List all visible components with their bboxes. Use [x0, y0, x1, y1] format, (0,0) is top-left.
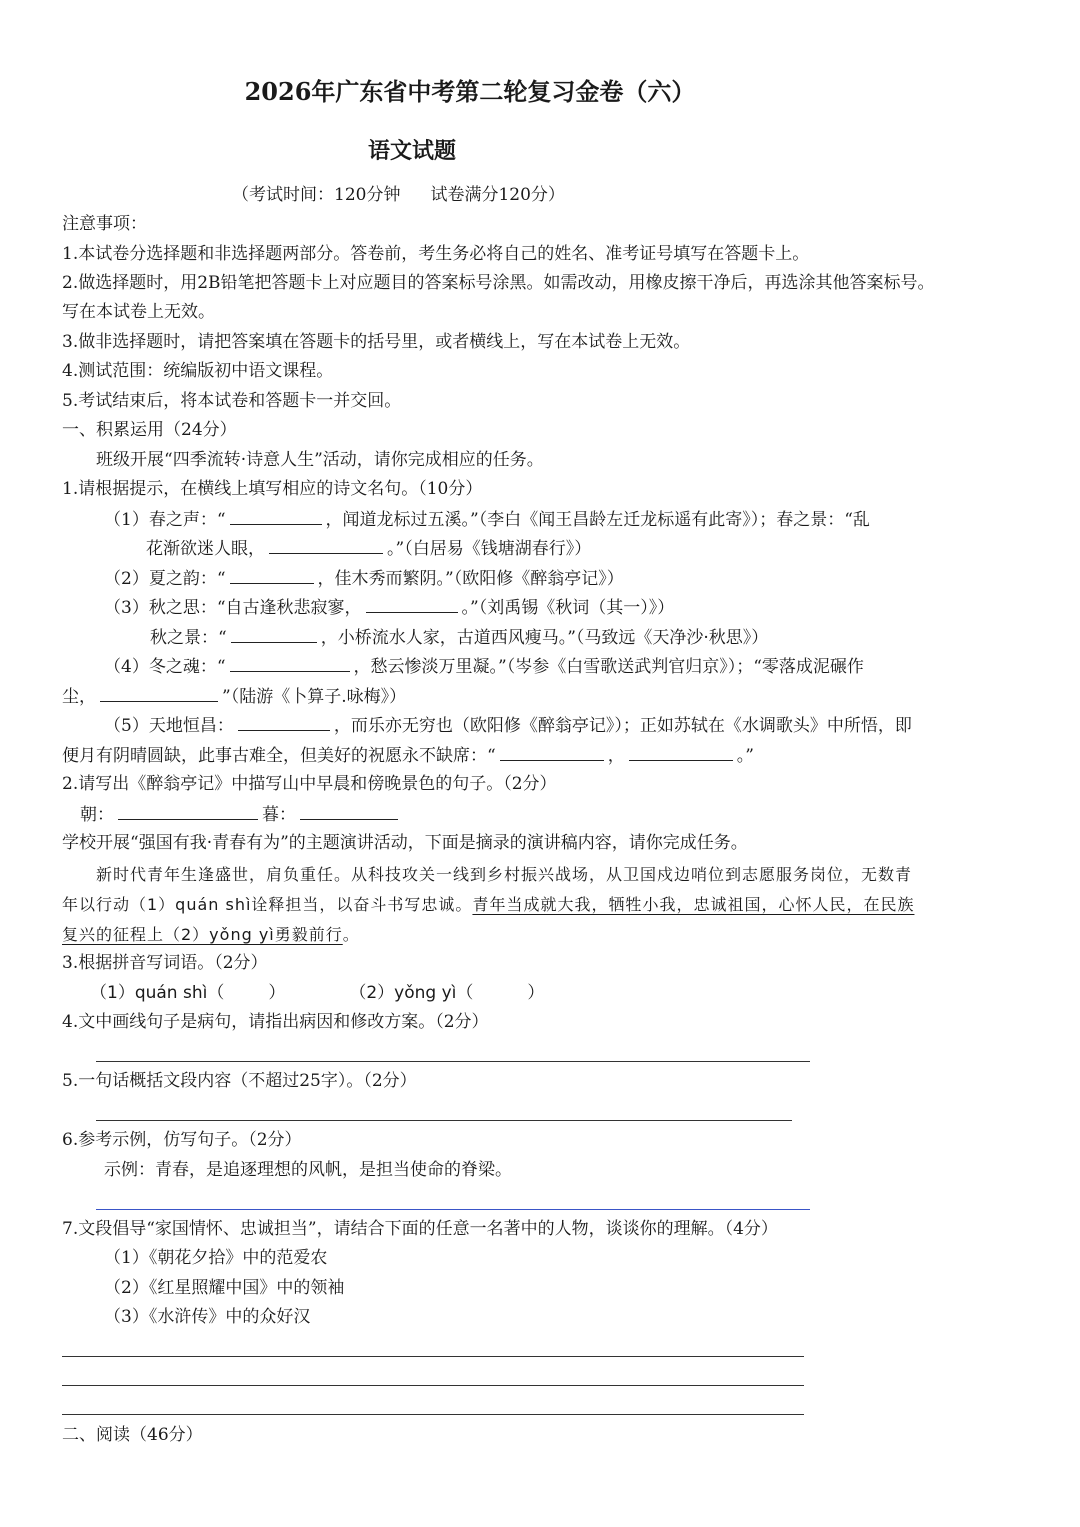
- underlined-sentence: 复兴的征程上（2）yǒng yì勇毅前行: [62, 925, 343, 944]
- full-score: 试卷满分120分）: [430, 185, 565, 205]
- section-1-heading: 一、积累运用（24分）: [62, 420, 237, 440]
- notice-item-4: 4.测试范围：统编版初中语文课程。: [62, 361, 334, 381]
- q1-part-4: （4）冬之魂：“ ，愁云惨淡万里凝。”（岑参《白雪歌送武判官归京》）；“零落成泥碾作: [104, 652, 864, 682]
- exam-info: [232, 181, 565, 210]
- question-5-stem: 5.一句话概括文段内容（不超过25字）。（2分）: [62, 1071, 417, 1091]
- q1-part-4-cont: 尘， ”（陆游《卜算子.咏梅》）: [62, 682, 406, 712]
- answer-line[interactable]: [62, 1356, 804, 1357]
- answer-blank[interactable]: [118, 800, 258, 820]
- notice-item-2-cont: 写在本试卷上无效。: [62, 302, 215, 322]
- q6-example: 示例：青春，是追逐理想的风帆，是担当使命的脊梁。: [104, 1160, 512, 1180]
- answer-line[interactable]: [62, 1414, 804, 1415]
- q1-part-1: （1）春之声：“ ，闻道龙标过五溪。”（李白《闻王昌龄左迁龙标遥有此寄》）；春之景：“乱: [104, 505, 870, 535]
- notice-heading: 注意事项：: [62, 214, 147, 234]
- answer-blank[interactable]: [500, 741, 604, 761]
- exam-time: （考试时间：120分钟: [232, 185, 401, 205]
- answer-blank[interactable]: [629, 741, 733, 761]
- passage-line-1: 新时代青年生逢盛世，肩负重任。从科技攻关一线到乡村振兴战场，从卫国戍边哨位到志愿服务岗位，无数青: [96, 865, 913, 884]
- notice-item-3: 3.做非选择题时，请把答案填在答题卡的括号里，或者横线上，写在本试卷上无效。: [62, 332, 691, 352]
- answer-line[interactable]: [62, 1385, 804, 1386]
- answer-blank[interactable]: [230, 564, 314, 584]
- speech-intro: 学校开展“强国有我·青春有为”的主题演讲活动，下面是摘录的演讲稿内容，请你完成任务。: [62, 833, 748, 853]
- answer-blank[interactable]: [300, 800, 398, 820]
- notice-item-5: 5.考试结束后，将本试卷和答题卡一并交回。: [62, 391, 402, 411]
- exam-title: 2026年广东省中考第二轮复习金卷（六）: [244, 77, 696, 106]
- q1-part-3-cont: 秋之景：“ ，小桥流水人家，古道西风瘦马。”（马致远《天净沙·秋思》）: [150, 623, 768, 653]
- q7-option-1: （1）《朝花夕拾》中的范爱农: [104, 1248, 328, 1268]
- answer-blank[interactable]: [269, 534, 383, 554]
- q1-part-2: （2）夏之韵：“ ，佳木秀而繁阴。”（欧阳修《醉翁亭记》）: [104, 564, 624, 594]
- exam-subtitle: 语文试题: [368, 138, 457, 164]
- q1-part-3: （3）秋之思：“自古逢秋悲寂寥， 。”（刘禹锡《秋词（其一）》）: [104, 593, 674, 623]
- q1-part-1-cont: 花渐欲迷人眼， 。”（白居易《钱塘湖春行》）: [146, 534, 591, 564]
- answer-blank[interactable]: [230, 652, 350, 672]
- q2-answers: 朝： 暮：: [80, 800, 402, 830]
- question-1-stem: 1.请根据提示，在横线上填写相应的诗文名句。（10分）: [62, 479, 483, 499]
- answer-blank[interactable]: [230, 505, 322, 525]
- answer-blank[interactable]: [366, 593, 458, 613]
- question-7-stem: 7.文段倡导“家国情怀、忠诚担当”，请结合下面的任意一名著中的人物，谈谈你的理解。（4分）: [62, 1219, 778, 1239]
- answer-line[interactable]: [96, 1120, 792, 1121]
- q7-option-2: （2）《红星照耀中国》中的领袖: [104, 1278, 345, 1298]
- answer-blank[interactable]: [231, 623, 317, 643]
- section-2-heading: 二、阅读（46分）: [62, 1425, 203, 1445]
- question-2-stem: 2.请写出《醉翁亭记》中描写山中早晨和傍晚景色的句子。（2分）: [62, 774, 557, 794]
- question-4-stem: 4.文中画线句子是病句，请指出病因和修改方案。（2分）: [62, 1012, 489, 1032]
- activity-intro: 班级开展“四季流转·诗意人生”活动，请你完成相应的任务。: [96, 450, 544, 470]
- q3-answers: （1）quán shì（ ） （2）yǒng yì（ ）: [90, 983, 545, 1003]
- underlined-sentence: 青年当成就大我，牺牲小我，忠诚祖国，心怀人民，在民族: [472, 895, 915, 914]
- answer-blank[interactable]: [100, 682, 218, 702]
- notice-item-1: 1.本试卷分选择题和非选择题两部分。答卷前，考生务必将自己的姓名、准考证号填写在答题卡上。: [62, 244, 810, 264]
- passage-line-2: 年以行动（1）quán shì诠释担当，以奋斗书写忠诚。青年当成就大我，牺牲小我，忠诚祖国，心怀人民，在民族: [62, 895, 915, 914]
- q7-option-3: （3）《水浒传》中的众好汉: [104, 1307, 311, 1327]
- q1-part-5: （5）天地恒昌： ，而乐亦无穷也（欧阳修《醉翁亭记》）；正如苏轼在《水调歌头》中所悟，即: [104, 711, 912, 741]
- answer-line[interactable]: [96, 1209, 810, 1210]
- notice-item-2: 2.做选择题时，用2B铅笔把答题卡上对应题目的答案标号涂黑。如需改动，用橡皮擦干净后，再选涂其他答案标号。: [62, 273, 935, 293]
- question-6-stem: 6.参考示例，仿写句子。（2分）: [62, 1130, 302, 1150]
- answer-line[interactable]: [96, 1061, 810, 1062]
- answer-blank[interactable]: [238, 711, 330, 731]
- q1-part-5-cont: 便月有阴晴圆缺，此事古难全，但美好的祝愿永不缺席：“ ， 。”: [62, 741, 754, 771]
- passage-line-3: 复兴的征程上（2）yǒng yì勇毅前行。: [62, 925, 360, 944]
- question-3-stem: 3.根据拼音写词语。（2分）: [62, 953, 268, 973]
